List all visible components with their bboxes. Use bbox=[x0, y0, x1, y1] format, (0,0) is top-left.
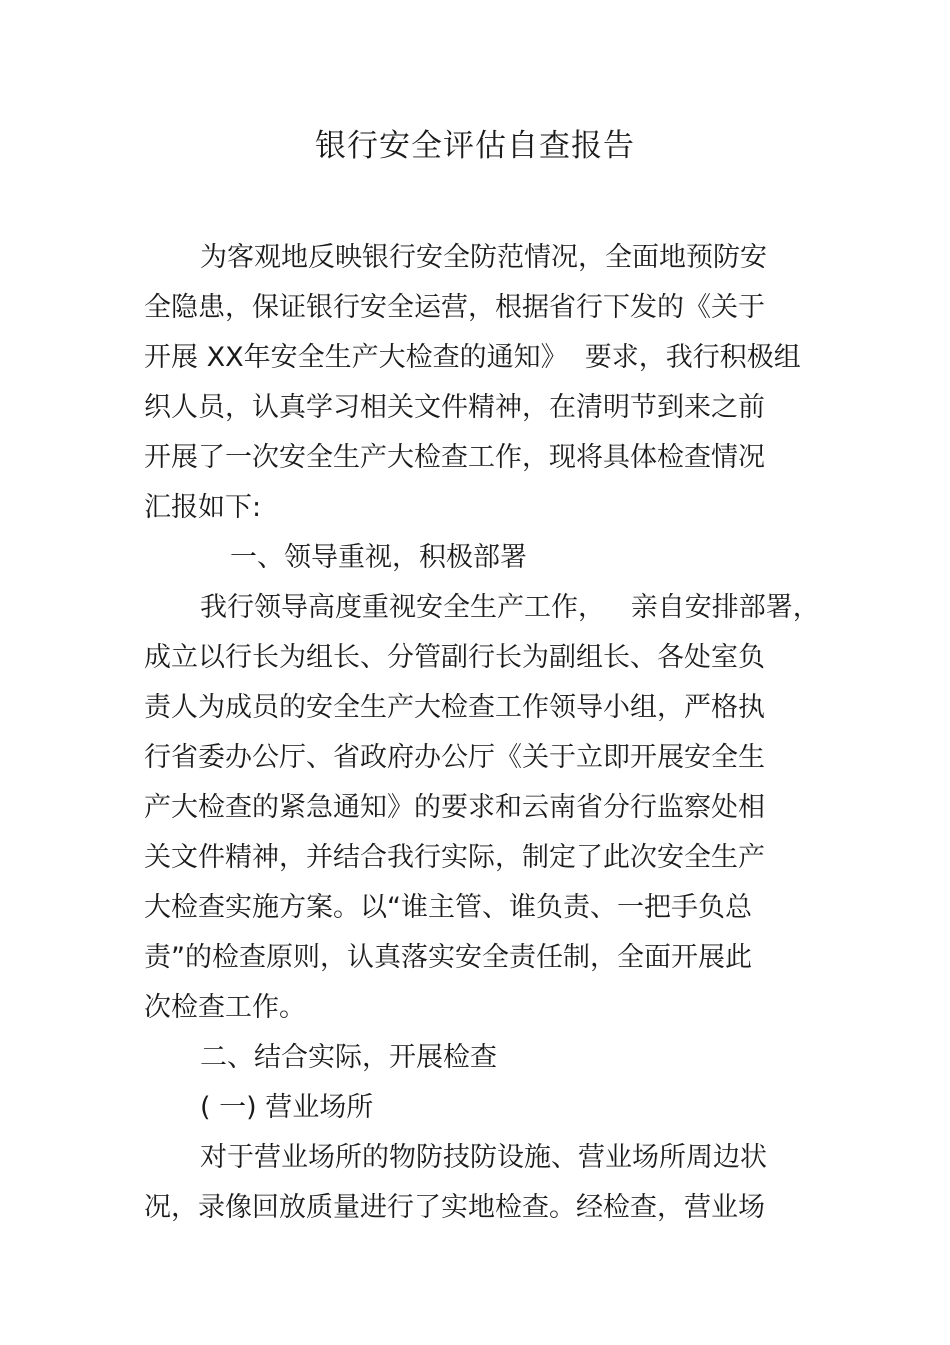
paragraph-2-line-1: 我行领导高度重视安全生产工作， 亲自安排部署， bbox=[200, 592, 820, 623]
paragraph-2-line-6: 关文件精神，并结合我行实际，制定了此次安全生产 bbox=[144, 842, 765, 873]
paragraph-2-line-9: 次检查工作。 bbox=[144, 992, 306, 1023]
paragraph-2-line-5: 产大检查的紧急通知》的要求和云南省分行监察处相 bbox=[144, 792, 765, 823]
document-title: 银行安全评估自查报告 bbox=[315, 128, 635, 164]
paragraph-1-line-6: 汇报如下: bbox=[144, 492, 262, 523]
subsection-heading-1: ( 一) 营业场所 bbox=[200, 1092, 374, 1123]
paragraph-1-line-3: 开展 XX年安全生产大检查的通知》 要求，我行积极组 bbox=[144, 342, 801, 373]
paragraph-2-line-7: 大检查实施方案。以“谁主管、谁负责、一把手负总 bbox=[144, 892, 752, 923]
paragraph-2-line-2: 成立以行长为组长、分管副行长为副组长、各处室负 bbox=[144, 642, 765, 673]
paragraph-3-line-2: 况，录像回放质量进行了实地检查。经检查，营业场 bbox=[144, 1192, 765, 1223]
section-heading-1: 一、领导重视，积极部署 bbox=[230, 542, 527, 573]
paragraph-2-line-3: 责人为成员的安全生产大检查工作领导小组，严格执 bbox=[144, 692, 765, 723]
paragraph-1-line-4: 织人员，认真学习相关文件精神，在清明节到来之前 bbox=[144, 392, 765, 423]
paragraph-1-line-5: 开展了一次安全生产大检查工作，现将具体检查情况 bbox=[144, 442, 765, 473]
paragraph-2-line-4: 行省委办公厅、省政府办公厅《关于立即开展安全生 bbox=[144, 742, 765, 773]
paragraph-2-line-8: 责”的检查原则，认真落实安全责任制，全面开展此 bbox=[144, 942, 752, 973]
paragraph-1-line-2: 全隐患，保证银行安全运营，根据省行下发的《关于 bbox=[144, 292, 765, 323]
section-heading-2: 二、结合实际，开展检查 bbox=[200, 1042, 497, 1073]
paragraph-1-line-1: 为客观地反映银行安全防范情况，全面地预防安 bbox=[200, 242, 767, 273]
paragraph-3-line-1: 对于营业场所的物防技防设施、营业场所周边状 bbox=[200, 1142, 767, 1173]
